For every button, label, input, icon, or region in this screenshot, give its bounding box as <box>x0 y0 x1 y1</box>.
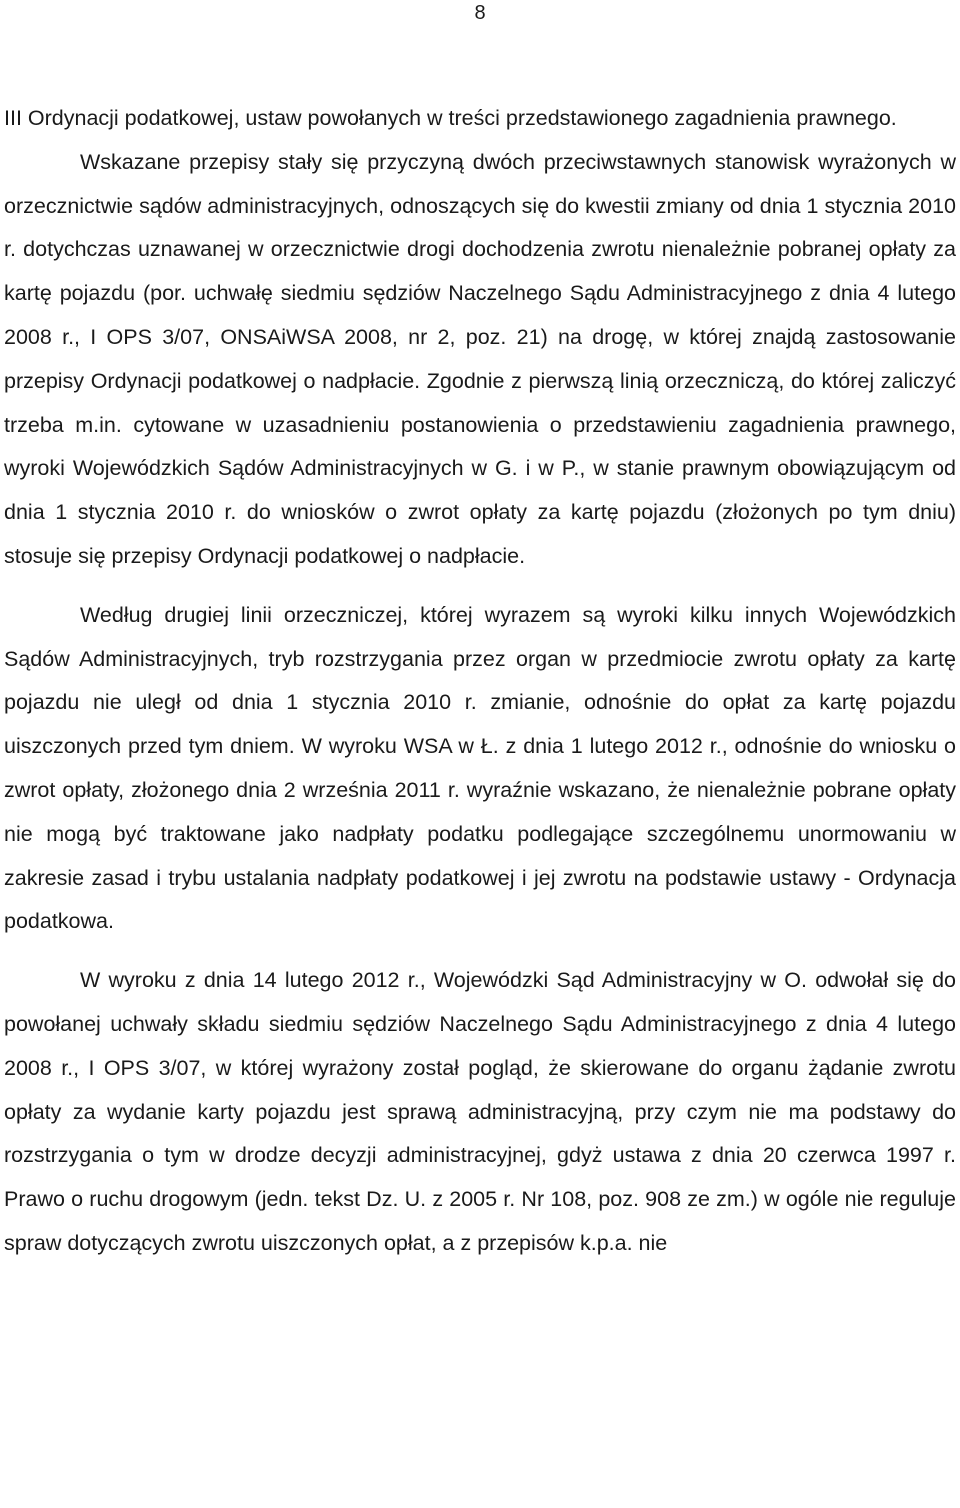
paragraph-first-line-of-jurisprudence: Wskazane przepisy stały się przyczyną dwóch przeciwstawnych stanowisk wyrażonych w orzecznictwie sądów administracyjnych, odnoszących się do kwestii zmiany od dnia 1 stycznia 2010 r. dotychczas uznawanej w orzecznictwie drogi dochodzenia zwrotu nienależnie pobranej opłaty za kartę pojazdu (por. uchwałę siedmiu sędziów Naczelnego Sądu Administracyjnego z dnia 4 lutego 2008 r., I OPS 3/07, ONSAiWSA 2008, nr 2, poz. 21) na drogę, w której znajdą zastosowanie przepisy Ordynacji podatkowej o nadpłacie. Zgodnie z pierwszą linią orzeczniczą, do której zaliczyć trzeba m.in. cytowane w uzasadnieniu postanowienia o przedstawieniu zagadnienia prawnego, wyroki Wojewódzkich Sądów Administracyjnych w G. i w P., w stanie prawnym obowiązującym od dnia 1 stycznia 2010 r. do wniosków o zwrot opłaty za kartę pojazdu (złożonych po tym dniu) stosuje się przepisy Ordynacji podatkowej o nadpłacie. <box>4 149 956 568</box>
page-number: 8 <box>474 2 486 24</box>
paragraph-second-line-of-jurisprudence: Według drugiej linii orzeczniczej, której wyrazem są wyroki kilku innych Wojewódzkich Sądów Administracyjnych, tryb rozstrzygania przez organ w przedmiocie zwrotu opłaty za kartę pojazdu nie uległ od dnia 1 stycznia 2010 r. zmianie, odnośnie do opłat za kartę pojazdu uiszczonych przed tym dniem. W wyroku WSA w Ł. z dnia 1 lutego 2012 r., odnośnie do wniosku o zwrot opłaty, złożonego dnia 2 września 2011 r. wyraźnie wskazano, że nienależnie pobrane opłaty nie mogą być traktowane jako nadpłaty podatku podlegające szczególnemu unormowaniu w zakresie zasad i trybu ustalania nadpłaty podatkowej i jej zwrotu na podstawie ustawy - Ordynacja podatkowa. <box>4 602 956 934</box>
paragraph-continuation: III Ordynacji podatkowej, ustaw powołanych w treści przedstawionego zagadnienia prawnego. <box>4 106 897 130</box>
document-body <box>4 97 956 1266</box>
paragraph-wsa-judgment: W wyroku z dnia 14 lutego 2012 r., Wojewódzki Sąd Administracyjny w O. odwołał się do powołanej uchwały składu siedmiu sędziów Naczelnego Sądu Administracyjnego z dnia 4 lutego 2008 r., I OPS 3/07, w której wyrażony został pogląd, że skierowane do organu żądanie zwrotu opłaty za wydanie karty pojazdu jest sprawą administracyjną, przy czym nie ma podstawy do rozstrzygania o tym w drodze decyzji administracyjnej, gdyż ustawa z dnia 20 czerwca 1997 r. Prawo o ruchu drogowym (jedn. tekst Dz. U. z 2005 r. Nr 108, poz. 908 ze zm.) w ogóle nie reguluje spraw dotyczących zwrotu uiszczonych opłat, a z przepisów k.p.a. nie <box>4 968 956 1255</box>
